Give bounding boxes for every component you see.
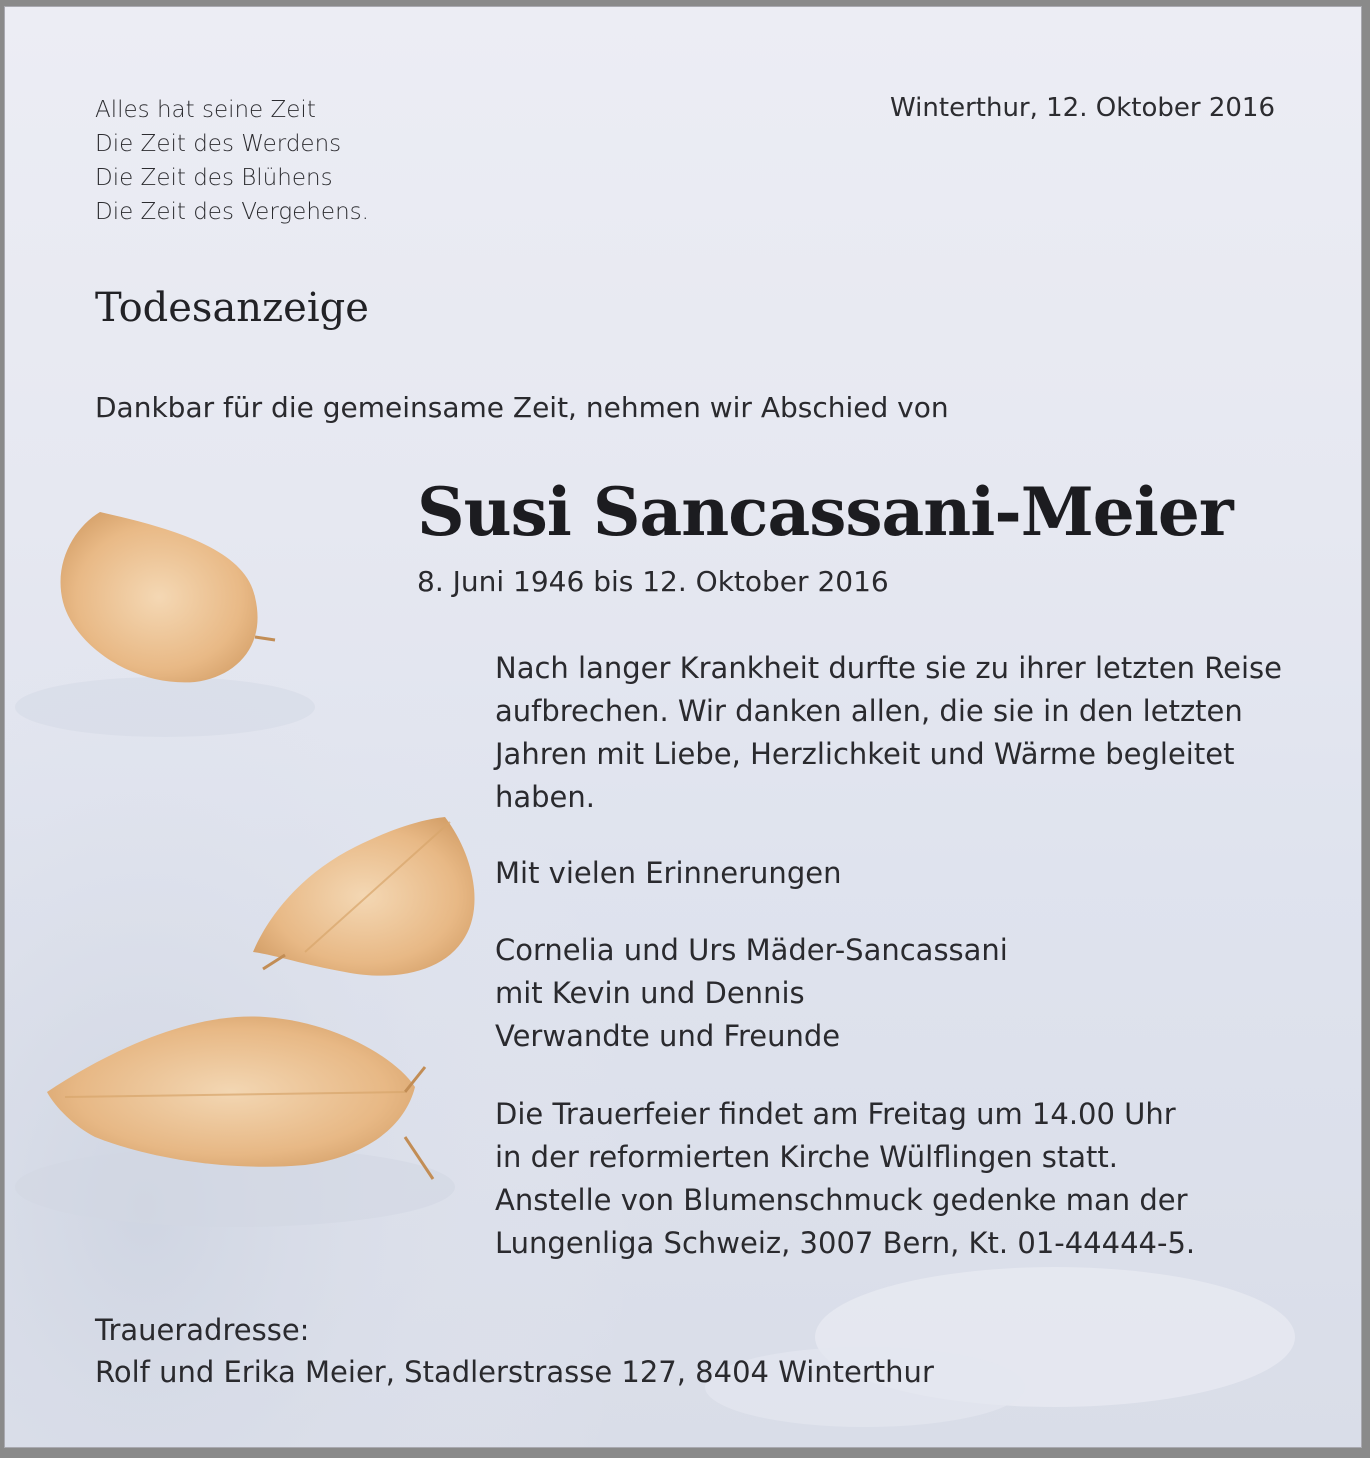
- notice-heading: Todesanzeige: [95, 285, 369, 331]
- deceased-name: Susi Sancassani-Meier: [417, 473, 1233, 551]
- poem-line: Die Zeit des Vergehens.: [95, 199, 369, 225]
- mourner-line: Cornelia und Urs Mäder-Sancassani: [495, 933, 1008, 967]
- address-label: Traueradresse:: [95, 1313, 310, 1347]
- poem: [95, 93, 369, 229]
- intro-text: Dankbar für die gemeinsame Zeit, nehmen wir Abschied von: [95, 391, 949, 424]
- poem-line: Alles hat seine Zeit: [95, 97, 316, 123]
- mourner-line: mit Kevin und Dennis: [495, 976, 805, 1010]
- poem-line: Die Zeit des Werdens: [95, 131, 342, 157]
- life-dates: 8. Juni 1946 bis 12. Oktober 2016: [417, 565, 889, 598]
- mourning-address: [95, 1309, 934, 1393]
- obituary-notice: [4, 6, 1362, 1448]
- mourner-line: Verwandte und Freunde: [495, 1019, 841, 1053]
- address-value: Rolf und Erika Meier, Stadlerstrasse 127, 8404 Winterthur: [95, 1355, 934, 1389]
- place-and-date: Winterthur, 12. Oktober 2016: [890, 93, 1275, 123]
- poem-line: Die Zeit des Blühens: [95, 165, 333, 191]
- message-line: Jahren mit Liebe, Herzlichkeit und Wärme begleitet: [495, 737, 1235, 771]
- closing-phrase: [495, 852, 841, 895]
- service-line: Die Trauerfeier findet am Freitag um 14.00 Uhr: [495, 1097, 1176, 1131]
- service-line: Anstelle von Blumenschmuck gedenke man der: [495, 1183, 1188, 1217]
- farewell-message: [495, 647, 1282, 819]
- service-line: Lungenliga Schweiz, 3007 Bern, Kt. 01-44444-5.: [495, 1226, 1196, 1260]
- message-line: aufbrechen. Wir danken allen, die sie in den letzten: [495, 694, 1243, 728]
- funeral-service-info: [495, 1093, 1195, 1265]
- message-line: Nach langer Krankheit durfte sie zu ihrer letzten Reise: [495, 651, 1282, 685]
- message-line: haben.: [495, 780, 595, 814]
- closing-line: Mit vielen Erinnerungen: [495, 856, 842, 890]
- service-line: in der reformierten Kirche Wülflingen statt.: [495, 1140, 1119, 1174]
- mourners-list: [495, 929, 1008, 1058]
